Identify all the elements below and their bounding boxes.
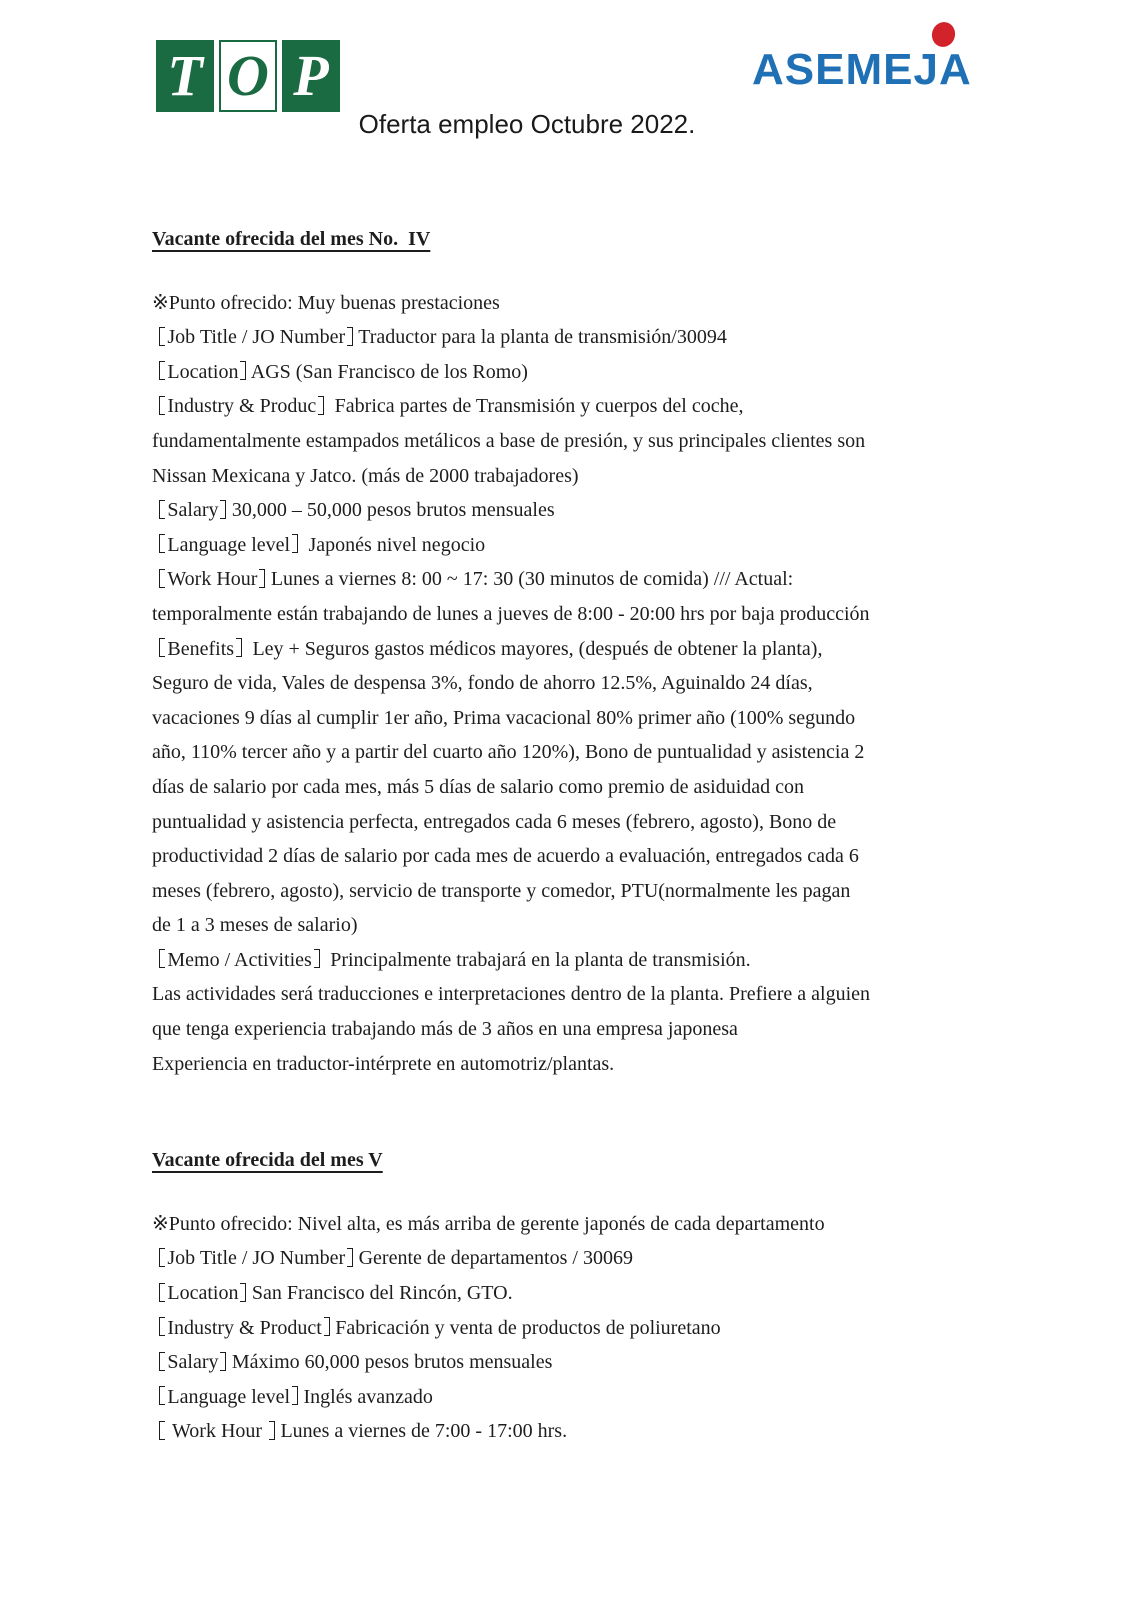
document-line: vacaciones 9 días al cumplir 1er año, Prima vacacional 80% primer año (100% segundo	[152, 706, 856, 729]
document-line: días de salario por cada mes, más 5 días de salario como premio de asiduidad con	[152, 775, 805, 798]
top-logo-square-t	[156, 40, 214, 112]
left-lenticular-bracket	[159, 1421, 165, 1440]
document-line: Experiencia en traductor-intérprete en automotriz/plantas.	[152, 1052, 615, 1075]
top-logo-square-o	[219, 40, 277, 112]
document-line: Work Hour Lunes a viernes 8: 00 ~ 17: 30 (30 minutos de comida) /// Actual:	[152, 562, 1032, 597]
document-line: Language level Inglés avanzado	[152, 1380, 1032, 1415]
document-body	[152, 222, 1032, 1449]
right-lenticular-bracket	[240, 361, 246, 380]
right-lenticular-bracket	[324, 1317, 330, 1336]
document-line: Industry & Product Fabricación y venta de productos de poliuretano	[152, 1311, 1032, 1346]
document-section	[152, 222, 1032, 1081]
document-line: productividad 2 días de salario por cada mes de acuerdo a evaluación, entregados cada 6	[152, 845, 859, 868]
document-line: Industry & Produc Fabrica partes de Transmisión y cuerpos del coche,	[152, 389, 1032, 424]
right-lenticular-bracket	[240, 1283, 246, 1302]
right-lenticular-bracket	[269, 1421, 275, 1440]
document-line: Salary 30,000 – 50,000 pesos brutos mensuales	[152, 493, 1032, 528]
document-line: Location AGS (San Francisco de los Romo)	[152, 355, 1032, 390]
document-line: Benefits Ley + Seguros gastos médicos mayores, (después de obtener la planta),	[152, 632, 1032, 667]
left-lenticular-bracket	[159, 638, 165, 657]
document-line: Memo / Activities Principalmente trabajará en la planta de transmisión.	[152, 943, 1032, 978]
left-lenticular-bracket	[159, 1283, 165, 1302]
document-line: Job Title / JO Number Traductor para la planta de transmisión/30094	[152, 320, 1032, 355]
right-lenticular-bracket	[314, 949, 320, 968]
left-lenticular-bracket	[159, 396, 165, 415]
asemeja-logo	[752, 45, 972, 94]
document-line: puntualidad y asistencia perfecta, entregados cada 6 meses (febrero, agosto), Bono de	[152, 810, 837, 833]
asemeja-text-suffix: A	[938, 45, 972, 94]
document-line: Salary Máximo 60,000 pesos brutos mensuales	[152, 1345, 1032, 1380]
top-logo-letter-o: O	[227, 43, 269, 108]
left-lenticular-bracket	[159, 534, 165, 553]
asemeja-letter-j	[913, 45, 939, 94]
document-line: Job Title / JO Number Gerente de departamentos / 30069	[152, 1241, 1032, 1276]
right-lenticular-bracket	[318, 396, 324, 415]
document-line: temporalmente están trabajando de lunes a jueves de 8:00 - 20:00 hrs por baja producción	[152, 602, 870, 625]
left-lenticular-bracket	[159, 1317, 165, 1336]
document-title: Oferta empleo Octubre 2022.	[358, 109, 696, 139]
right-lenticular-bracket	[220, 1352, 226, 1371]
left-lenticular-bracket	[159, 361, 165, 380]
right-lenticular-bracket	[292, 534, 298, 553]
right-lenticular-bracket	[292, 1386, 298, 1405]
document-line: que tenga experiencia trabajando más de 3 años en una empresa japonesa	[152, 1018, 738, 1041]
left-lenticular-bracket	[159, 327, 165, 346]
left-lenticular-bracket	[159, 1352, 165, 1371]
left-lenticular-bracket	[159, 949, 165, 968]
document-line: de 1 a 3 meses de salario)	[152, 914, 358, 937]
asemeja-letter-j-glyph: J	[913, 45, 939, 94]
document-line: fundamentalmente estampados metálicos a base de presión, y sus principales clientes son	[152, 429, 866, 452]
section-heading: Vacante ofrecida del mes V	[152, 1149, 383, 1172]
right-lenticular-bracket	[259, 569, 265, 588]
left-lenticular-bracket	[159, 1248, 165, 1267]
right-lenticular-bracket	[347, 327, 353, 346]
top-logo	[156, 40, 340, 112]
document-line: meses (febrero, agosto), servicio de transporte y comedor, PTU(normalmente les pagan	[152, 879, 851, 902]
top-logo-square-p	[282, 40, 340, 112]
top-logo-letter-p: P	[293, 43, 329, 108]
right-lenticular-bracket	[236, 638, 242, 657]
top-logo-letter-t: T	[167, 43, 203, 108]
right-lenticular-bracket	[347, 1248, 353, 1267]
document-line: ※Punto ofrecido: Nivel alta, es más arriba de gerente japonés de cada departamento	[152, 1212, 825, 1235]
section-heading: Vacante ofrecida del mes No. IV	[152, 228, 431, 250]
document-line: año, 110% tercer año y a partir del cuarto año 120%), Bono de puntualidad y asistencia 2	[152, 741, 865, 764]
document-line: Nissan Mexicana y Jatco. (más de 2000 trabajadores)	[152, 464, 579, 487]
document-line: Las actividades será traducciones e interpretaciones dentro de la planta. Prefiere a alguien	[152, 983, 870, 1006]
document-line: Location San Francisco del Rincón, GTO.	[152, 1276, 1032, 1311]
right-lenticular-bracket	[220, 500, 226, 519]
document-line: Language level Japonés nivel negocio	[152, 528, 1032, 563]
document-line: Work Hour Lunes a viernes de 7:00 - 17:00 hrs.	[152, 1414, 1032, 1449]
left-lenticular-bracket	[159, 500, 165, 519]
document-line: ※Punto ofrecido: Muy buenas prestaciones	[152, 291, 500, 314]
left-lenticular-bracket	[159, 569, 165, 588]
asemeja-text-prefix: ASEME	[752, 45, 914, 94]
document-line: Seguro de vida, Vales de despensa 3%, fondo de ahorro 12.5%, Aguinaldo 24 días,	[152, 672, 813, 695]
left-lenticular-bracket	[159, 1386, 165, 1405]
document-section	[152, 1143, 1032, 1449]
